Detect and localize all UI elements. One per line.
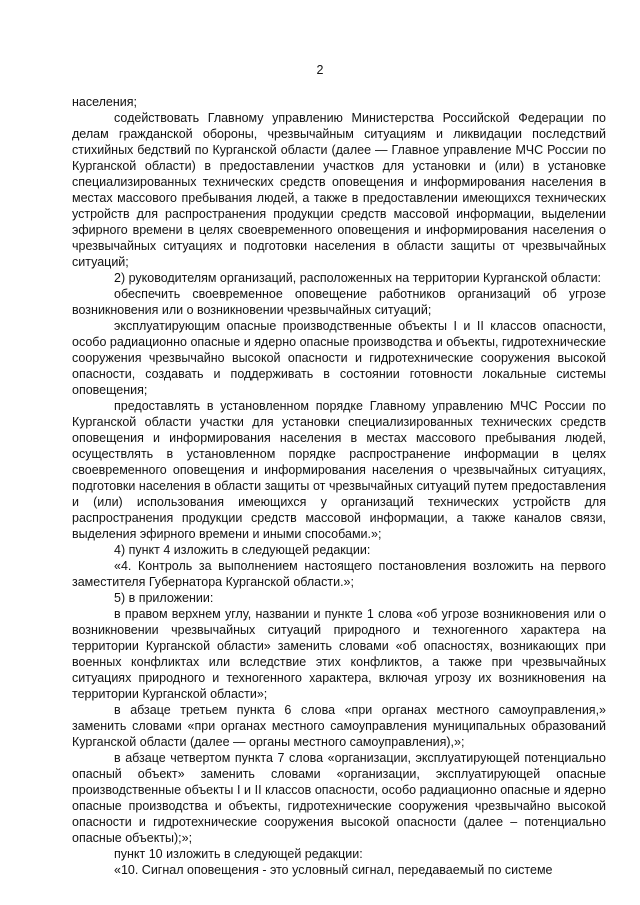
paragraph: в абзаце третьем пункта 6 слова «при органах местного самоуправления,» заменить словами «при органах местного самоуправления муниципальных образований Курганской области (далее — органы местного самоуправления),»;	[72, 703, 606, 749]
paragraph: «10. Сигнал оповещения - это условный сигнал, передаваемый по системе	[114, 863, 553, 877]
paragraph: населения;	[72, 95, 138, 109]
paragraph: «4. Контроль за выполнением настоящего постановления возложить на первого заместителя Губернатора Курганской области.»;	[72, 559, 606, 589]
paragraph: содействовать Главному управлению Министерства Российской Федерации по делам гражданской обороны, чрезвычайным ситуациям и ликвидации последствий стихийных бедствий по Курганской области (далее — Главное управление МЧС России по Курганской области) в предоставлении участков для установки и (или) в установке специализированных технических средств оповещения и информирования населения в местах массового пребывания людей, а также в предоставлении имеющихся технических устройств для распространения продукции средств массовой информации, выделении эфирного времени в целях своевременного оповещения и информирования населения о чрезвычайных ситуациях и подготовки населения в области защиты от чрезвычайных ситуаций;	[72, 111, 606, 269]
paragraph: эксплуатирующим опасные производственные объекты I и II классов опасности, особо радиационно опасные и ядерно опасные производства и объекты, гидротехнические сооружения чрезвычайно высокой опасности и гидротехнические сооружения высокой опасности, создавать и поддерживать в состоянии готовности локальные системы оповещения;	[72, 319, 606, 397]
paragraph: предоставлять в установленном порядке Главному управлению МЧС России по Курганской области участки для установки специализированных технических средств оповещения и информирования населения в местах массового пребывания людей, осуществлять в установленном порядке распространение информации в целях своевременного оповещения и информирования населения о чрезвычайных ситуациях, подготовки населения в области защиты от чрезвычайных ситуаций путем предоставления и (или) использования имеющихся у организаций технических устройств для распространения продукции средств массовой информации, а также каналов связи, выделения эфирного времени и иными способами.»;	[72, 399, 606, 541]
paragraph: пункт 10 изложить в следующей редакции:	[114, 847, 363, 861]
paragraph: в правом верхнем углу, названии и пункте 1 слова «об угрозе возникновения или о возникновении чрезвычайных ситуаций природного и техногенного характера на территории Курганской области» заменить словами «об опасностях, возникающих при военных конфликтах или вследствие этих конфликтов, а также при чрезвычайных ситуациях природного и техногенного характера, включая угрозу их возникновения на территории Курганской области»;	[72, 607, 606, 701]
paragraph: в абзаце четвертом пункта 7 слова «организации, эксплуатирующей потенциально опасный объект» заменить словами «организации, эксплуатирующей опасные производственные объекты I и II классов опасности, особо радиационно опасные и ядерно опасные производства и объекты, гидротехнические сооружения чрезвычайно высокой опасности и гидротехнические сооружения высокой опасности (далее – потенциально опасные объекты);»;	[72, 751, 606, 845]
page-number: 2	[316, 63, 324, 77]
paragraph: 4) пункт 4 изложить в следующей редакции:	[114, 543, 371, 557]
paragraph: 5) в приложении:	[114, 591, 214, 605]
paragraph: обеспечить своевременное оповещение работников организаций об угрозе возникновения или о возникновении чрезвычайных ситуаций;	[72, 287, 606, 317]
document-body	[72, 94, 606, 878]
paragraph: 2) руководителям организаций, расположенных на территории Курганской области:	[114, 271, 602, 285]
